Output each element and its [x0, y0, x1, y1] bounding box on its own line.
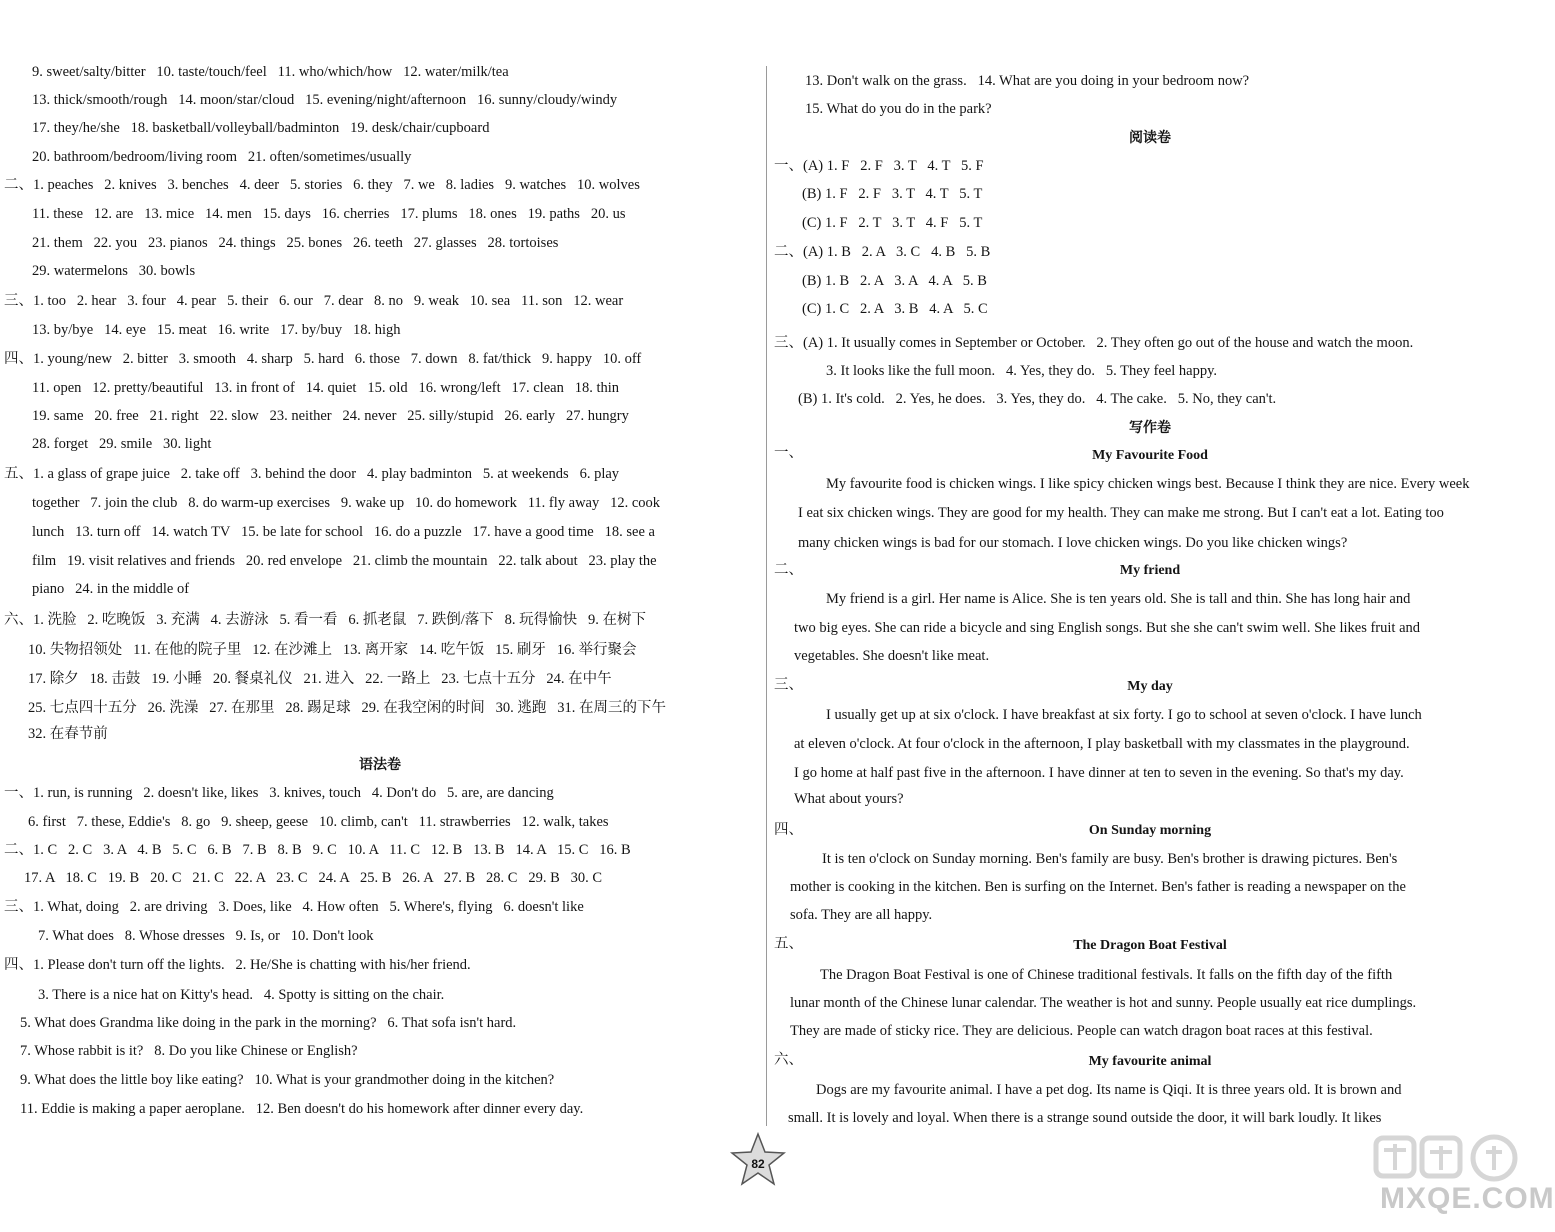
essay-line: vegetables. She doesn't like meat. — [794, 648, 990, 664]
section-number: 四、 — [4, 957, 33, 973]
answer-line: 11. Eddie is making a paper aeroplane. 12. Ben doesn't do his homework after dinner every day. — [20, 1101, 584, 1117]
answer-line: 9. sweet/salty/bitter 10. taste/touch/feel 11. who/which/how 12. water/milk/tea — [32, 64, 509, 80]
answer-line: 7. Whose rabbit is it? 8. Do you like Chinese or English? — [20, 1043, 358, 1059]
section-number: 一、 — [4, 785, 33, 801]
answer-line: 二、(A) 1. B 2. A 3. C 4. B 5. B — [774, 244, 991, 260]
answer-line: 四、1. young/new 2. bitter 3. smooth 4. sharp 5. hard 6. those 7. down 8. fat/thick 9. happy 10. off — [4, 351, 642, 367]
answer-line: 11. open 12. pretty/beautiful 13. in front of 14. quiet 15. old 16. wrong/left 17. clean 18. thin — [32, 380, 620, 396]
essay-line: two big eyes. She can ride a bicycle and sing English songs. But she she can't swim well. She likes fruit and — [794, 620, 1420, 636]
section-number: 五、 — [4, 466, 33, 482]
answer-line: 13. by/bye 14. eye 15. meat 16. write 17. by/buy 18. high — [32, 322, 401, 338]
answer-line: 6. first 7. these, Eddie's 8. go 9. sheep, geese 10. climb, can't 11. strawberries 12. walk, takes — [28, 814, 609, 830]
answer-line: 六、1. 洗脸 2. 吃晚饭 3. 充满 4. 去游泳 5. 看一看 6. 抓老鼠 7. 跌倒/落下 8. 玩得愉快 9. 在树下 — [4, 612, 647, 628]
answer-line: 17. 除夕 18. 击鼓 19. 小睡 20. 餐桌礼仪 21. 进入 22. 一路上 23. 七点十五分 24. 在中午 — [28, 671, 612, 687]
answer-line: (B) 1. It's cold. 2. Yes, he does. 3. Yes, they do. 4. The cake. 5. No, they can't. — [798, 391, 1277, 407]
essay-line: Dogs are my favourite animal. I have a pet dog. Its name is Qiqi. It is three years old. It is brown and — [816, 1082, 1402, 1098]
answer-line: 3. There is a nice hat on Kitty's head. 4. Spotty is sitting on the chair. — [38, 987, 445, 1003]
essay-line: My friend is a girl. Her name is Alice. She is ten years old. She is tall and thin. She has long hair and — [826, 591, 1411, 607]
answer-line: 一、1. run, is running 2. doesn't like, likes 3. knives, touch 4. Don't do 5. are, are dancing — [4, 785, 554, 801]
answer-line: 17. they/he/she 18. basketball/volleyball/badminton 19. desk/chair/cupboard — [32, 120, 490, 136]
essay-line: lunar month of the Chinese lunar calendar. The weather is hot and sunny. People usually eat rice dumplings. — [790, 995, 1417, 1011]
section-heading-writing: 写作卷 — [1129, 421, 1171, 436]
answer-line: together 7. join the club 8. do warm-up exercises 9. wake up 10. do homework 11. fly away 12. cook — [32, 495, 661, 511]
answer-line: 19. same 20. free 21. right 22. slow 23. neither 24. never 25. silly/stupid 26. early 27. hungry — [32, 408, 629, 424]
section-number: 二、 — [774, 562, 803, 578]
section-number: 六、 — [4, 612, 33, 628]
answer-line: 二、1. peaches 2. knives 3. benches 4. deer 5. stories 6. they 7. we 8. ladies 9. watches 10. wolves — [4, 177, 640, 193]
answer-line: 五、1. a glass of grape juice 2. take off 3. behind the door 4. play badminton 5. at weekends 6. play — [4, 466, 620, 482]
essay-title: My Favourite Food — [1092, 448, 1208, 463]
essay-line: What about yours? — [794, 791, 904, 807]
section-number: 二、 — [4, 842, 33, 858]
answer-line: 17. A 18. C 19. B 20. C 21. C 22. A 23. C 24. A 25. B 26. A 27. B 28. C 29. B 30. C — [24, 870, 603, 886]
section-number: 二、 — [4, 177, 33, 193]
section-number: 二、 — [774, 244, 803, 260]
essay-title: My friend — [1119, 563, 1181, 578]
answer-line: 9. What does the little boy like eating? 10. What is your grandmother doing in the kitchen? — [20, 1072, 555, 1088]
essay-line: It is ten o'clock on Sunday morning. Ben's family are busy. Ben's brother is drawing pictures. Ben's — [822, 851, 1398, 867]
essay-title: My favourite animal — [1088, 1054, 1212, 1069]
essay-line: many chicken wings is bad for our stomach. I love chicken wings. Do you like chicken wings? — [798, 535, 1348, 551]
answer-line: 21. them 22. you 23. pianos 24. things 25. bones 26. teeth 27. glasses 28. tortoises — [32, 235, 559, 251]
column-divider — [766, 66, 767, 1126]
essay-line: The Dragon Boat Festival is one of Chinese traditional festivals. It falls on the fifth day of the fifth — [820, 967, 1393, 983]
section-number: 四、 — [774, 822, 803, 838]
answer-line: piano 24. in the middle of — [32, 581, 190, 597]
essay-line: My favourite food is chicken wings. I like spicy chicken wings best. Because I think they are nice. Every week — [826, 476, 1470, 492]
answer-line: (B) 1. F 2. F 3. T 4. T 5. T — [802, 186, 983, 202]
section-number: 一、 — [774, 445, 803, 461]
answer-line: 3. It looks like the full moon. 4. Yes, they do. 5. They feel happy. — [826, 363, 1218, 379]
answer-line: 一、(A) 1. F 2. F 3. T 4. T 5. F — [774, 158, 984, 174]
essay-title: On Sunday morning — [1088, 823, 1212, 838]
essay-title: The Dragon Boat Festival — [1073, 938, 1227, 953]
answer-line: 四、1. Please don't turn off the lights. 2. He/She is chatting with his/her friend. — [4, 957, 471, 973]
section-heading-grammar: 语法卷 — [359, 758, 401, 773]
answer-line: 28. forget 29. smile 30. light — [32, 436, 212, 452]
essay-line: sofa. They are all happy. — [790, 907, 933, 923]
answer-line: 32. 在春节前 — [28, 726, 108, 742]
essay-line: I usually get up at six o'clock. I have breakfast at six forty. I go to school at seven o'clock. I have lunch — [826, 707, 1422, 723]
essay-line: I eat six chicken wings. They are good for my health. They can make me strong. But I can't eat a lot. Eating too — [798, 505, 1444, 521]
section-heading-reading: 阅读卷 — [1129, 131, 1171, 146]
answer-line: 13. thick/smooth/rough 14. moon/star/cloud 15. evening/night/afternoon 16. sunny/cloudy/windy — [32, 92, 618, 108]
section-number: 三、 — [4, 899, 33, 915]
page-number: 82 — [751, 1157, 765, 1171]
answer-line: lunch 13. turn off 14. watch TV 15. be late for school 16. do a puzzle 17. have a good time 18. see a — [32, 524, 655, 540]
answer-line: 三、1. What, doing 2. are driving 3. Does, like 4. How often 5. Where's, flying 6. doesn't like — [4, 899, 584, 915]
answer-line: 三、1. too 2. hear 3. four 4. pear 5. their 6. our 7. dear 8. no 9. weak 10. sea 11. son 12. wear — [4, 293, 624, 309]
essay-title: My day — [1127, 679, 1173, 694]
answer-line: film 19. visit relatives and friends 20. red envelope 21. climb the mountain 22. talk about 23. play the — [32, 553, 657, 569]
answer-line: (C) 1. F 2. T 3. T 4. F 5. T — [802, 215, 983, 231]
answer-line: 二、1. C 2. C 3. A 4. B 5. C 6. B 7. B 8. B 9. C 10. A 11. C 12. B 13. B 14. A 15. C 16. B — [4, 842, 631, 858]
answer-line: (B) 1. B 2. A 3. A 4. A 5. B — [802, 273, 987, 289]
answer-line: 29. watermelons 30. bowls — [32, 263, 196, 279]
section-number: 三、 — [4, 293, 33, 309]
answer-line: 11. these 12. are 13. mice 14. men 15. days 16. cherries 17. plums 18. ones 19. paths 20. us — [32, 206, 626, 222]
answer-line: 25. 七点四十五分 26. 洗澡 27. 在那里 28. 踢足球 29. 在我空闲的时间 30. 逃跑 31. 在周三的下午 — [28, 700, 666, 716]
section-number: 六、 — [774, 1052, 803, 1068]
section-number: 三、 — [774, 677, 803, 693]
essay-line: at eleven o'clock. At four o'clock in the afternoon, I play basketball with my classmates in the playground. — [794, 736, 1410, 752]
answer-line: (C) 1. C 2. A 3. B 4. A 5. C — [802, 301, 988, 317]
answer-line: 5. What does Grandma like doing in the park in the morning? 6. That sofa isn't hard. — [20, 1015, 517, 1031]
answer-line: 20. bathroom/bedroom/living room 21. often/sometimes/usually — [32, 149, 412, 165]
answer-line: 10. 失物招领处 11. 在他的院子里 12. 在沙滩上 13. 离开家 14. 吃午饭 15. 刷牙 16. 举行聚会 — [28, 642, 637, 658]
answer-line: 13. Don't walk on the grass. 14. What are you doing in your bedroom now? — [805, 73, 1250, 89]
section-number: 五、 — [774, 936, 803, 952]
section-number: 三、 — [774, 335, 803, 351]
answer-line: 三、(A) 1. It usually comes in September or October. 2. They often go out of the house and watch the moon. — [774, 335, 1414, 351]
essay-line: small. It is lovely and loyal. When there is a strange sound outside the door, it will bark loudly. It likes — [788, 1110, 1382, 1126]
answer-line: 15. What do you do in the park? — [805, 101, 992, 117]
essay-line: mother is cooking in the kitchen. Ben is surfing on the Internet. Ben's father is reading a newspaper on the — [790, 879, 1406, 895]
watermark-text: MXQE.COM — [1380, 1182, 1555, 1215]
essay-line: I go home at half past five in the afternoon. I have dinner at ten to seven in the evening. So that's my day. — [794, 765, 1404, 781]
answer-line: 7. What does 8. Whose dresses 9. Is, or 10. Don't look — [38, 928, 374, 944]
section-number: 四、 — [4, 351, 33, 367]
section-number: 一、 — [774, 158, 803, 174]
essay-line: They are made of sticky rice. They are delicious. People can watch dragon boat races at this festival. — [790, 1023, 1373, 1039]
